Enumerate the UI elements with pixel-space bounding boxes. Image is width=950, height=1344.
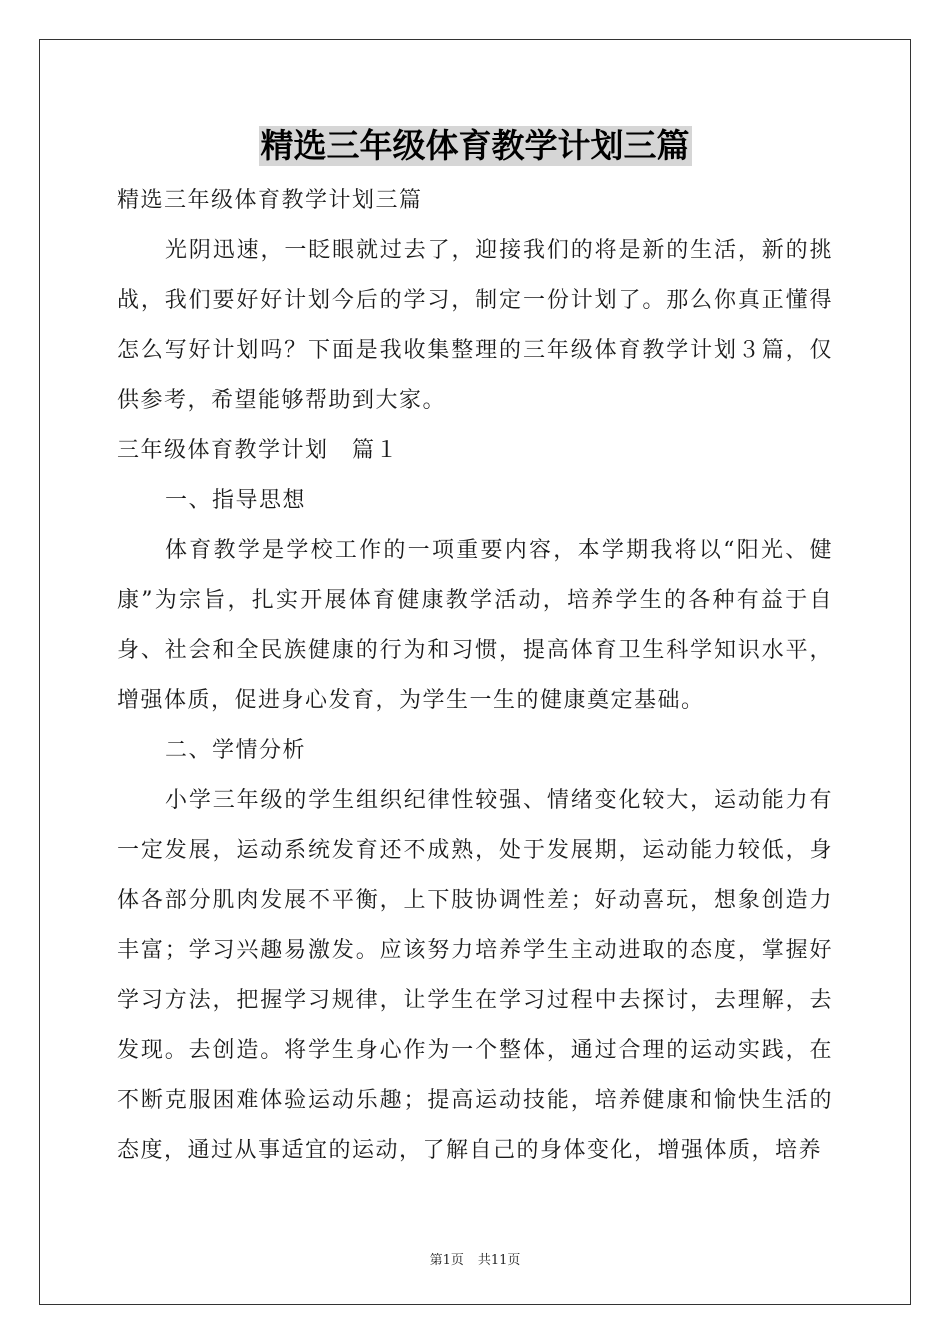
page-total: 共11页 [477,1253,521,1268]
title-container [0,126,950,166]
document-body [117,176,833,1176]
heading-student-analysis: 二、学情分析 [165,738,307,763]
document-title: 精选三年级体育教学计划三篇 [260,126,690,165]
section-heading: 三年级体育教学计划 篇１ [117,438,400,463]
page-number: 第1页 [429,1253,464,1268]
heading-guiding-ideology: 一、指导思想 [165,488,307,513]
intro-paragraph: 光阴迅速，一眨眼就过去了，迎接我们的将是新的生活，新的挑战，我们要好好计划今后的学习，制定一份计划了。那么你真正懂得怎么写好计划吗？下面是我收集整理的三年级体育教学计划３篇，仅供参考，希望能够帮助到大家。 [117,238,833,413]
paragraph-student-analysis: 小学三年级的学生组织纪律性较强、情绪变化较大，运动能力有一定发展，运动系统发育还不成熟，处于发展期，运动能力较低，身体各部分肌肉发展不平衡，上下肢协调性差；好动喜玩，想象创造力丰富；学习兴趣易激发。应该努力培养学生主动进取的态度，掌握好学习方法，把握学习规律，让学生在学习过程中去探讨，去理解，去发现。去创造。将学生身心作为一个整体，通过合理的运动实践，在不断克服困难体验运动乐趣；提高运动技能，培养健康和愉快生活的态度，通过从事适宜的运动，了解自己的身体变化，增强体质，培养 [117,788,833,1163]
paragraph-guiding-ideology: 体育教学是学校工作的一项重要内容，本学期我将以“阳光、健康”为宗旨，扎实开展体育健康教学活动，培养学生的各种有益于自身、社会和全民族健康的行为和习惯，提高体育卫生科学知识水平，增强体质，促进身心发育，为学生一生的健康奠定基础。 [117,538,833,713]
document-subtitle: 精选三年级体育教学计划三篇 [117,188,423,213]
page-footer [0,1249,950,1268]
